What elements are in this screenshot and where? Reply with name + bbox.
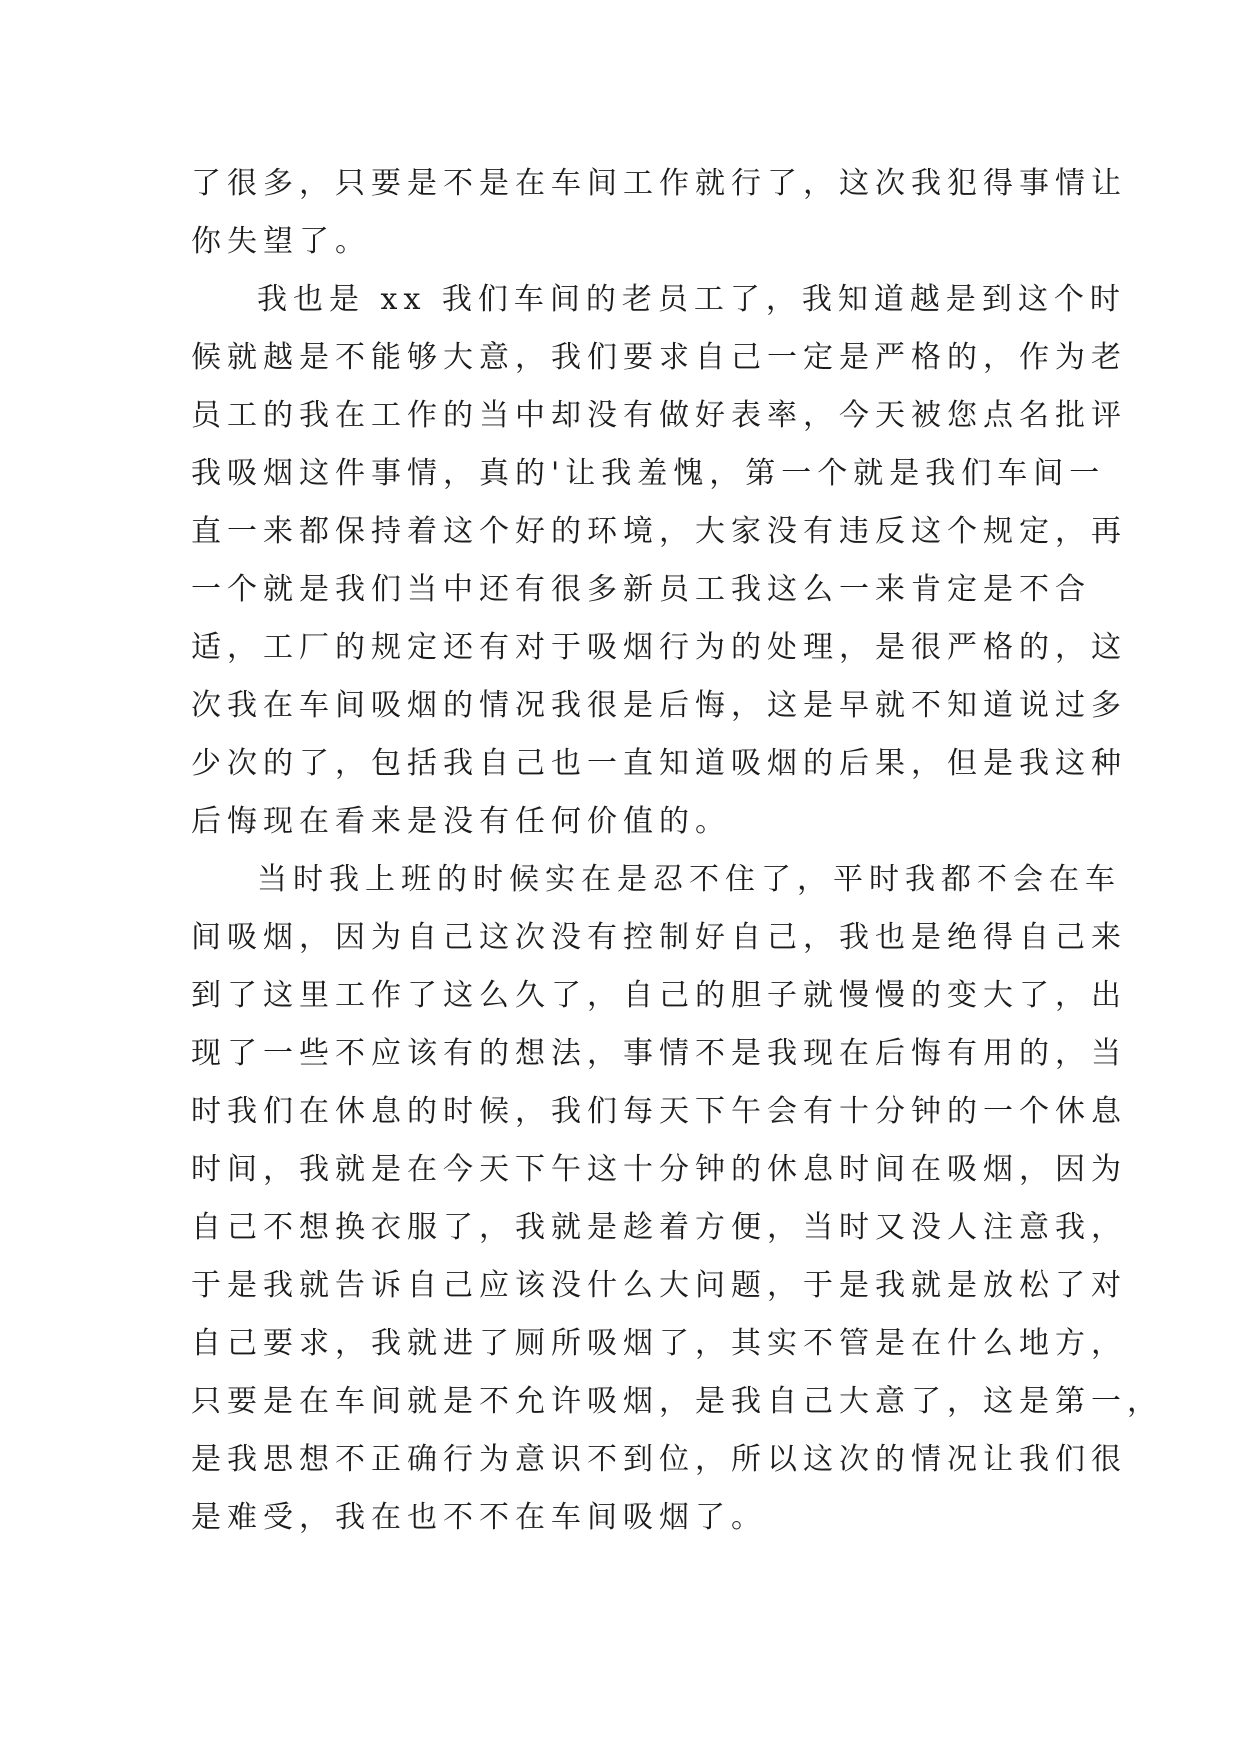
paragraph-3-line-11: 是我思想不正确行为意识不到位，所以这次的情况让我们很 bbox=[191, 1442, 1127, 1477]
paragraph-2-line-8: 次我在车间吸烟的情况我很是后悔，这是早就不知道说过多 bbox=[191, 688, 1127, 723]
paragraph-3-line-10: 只要是在车间就是不允许吸烟，是我自己大意了，这是第一， bbox=[191, 1384, 1163, 1419]
paragraph-1-line-2: 你失望了。 bbox=[191, 224, 371, 259]
document-body bbox=[191, 155, 1163, 1547]
paragraph-3-line-3: 到了这里工作了这么久了，自己的胆子就慢慢的变大了，出 bbox=[191, 978, 1127, 1013]
paragraph-3-line-2: 间吸烟，因为自己这次没有控制好自己，我也是绝得自己来 bbox=[191, 920, 1127, 955]
paragraph-3-line-5: 时我们在休息的时候，我们每天下午会有十分钟的一个休息 bbox=[191, 1094, 1127, 1129]
paragraph-3-line-6: 时间，我就是在今天下午这十分钟的休息时间在吸烟，因为 bbox=[191, 1152, 1127, 1187]
paragraph-2-line-5: 直一来都保持着这个好的环境，大家没有违反这个规定，再 bbox=[191, 514, 1127, 549]
paragraph-2-line-4: 我吸烟这件事情，真的'让我羞愧，第一个就是我们车间一 bbox=[191, 456, 1106, 491]
paragraph-3-line-7: 自己不想换衣服了，我就是趁着方便，当时又没人注意我， bbox=[191, 1210, 1127, 1245]
paragraph-3-line-4: 现了一些不应该有的想法，事情不是我现在后悔有用的，当 bbox=[191, 1036, 1127, 1071]
paragraph-2-line-6: 一个就是我们当中还有很多新员工我这么一来肯定是不合 bbox=[191, 572, 1091, 607]
paragraph-3-line-1: 当时我上班的时候实在是忍不住了，平时我都不会在车 bbox=[257, 862, 1121, 897]
paragraph-2-line-7: 适，工厂的规定还有对于吸烟行为的处理，是很严格的，这 bbox=[191, 630, 1127, 665]
paragraph-2-line-3: 员工的我在工作的当中却没有做好表率，今天被您点名批评 bbox=[191, 398, 1127, 433]
paragraph-2-line-10: 后悔现在看来是没有任何价值的。 bbox=[191, 804, 731, 839]
paragraph-3-line-9: 自己要求，我就进了厕所吸烟了，其实不管是在什么地方， bbox=[191, 1326, 1127, 1361]
paragraph-2-line-9: 少次的了，包括我自己也一直知道吸烟的后果，但是我这种 bbox=[191, 746, 1127, 781]
paragraph-3-line-12: 是难受，我在也不不在车间吸烟了。 bbox=[191, 1500, 767, 1535]
paragraph-2-line-2: 候就越是不能够大意，我们要求自己一定是严格的，作为老 bbox=[191, 340, 1127, 375]
paragraph-3-line-8: 于是我就告诉自己应该没什么大问题，于是我就是放松了对 bbox=[191, 1268, 1127, 1303]
paragraph-1-line-1: 了很多，只要是不是在车间工作就行了，这次我犯得事情让 bbox=[191, 166, 1127, 201]
paragraph-2-line-1: 我也是 xx 我们车间的老员工了，我知道越是到这个时 bbox=[257, 282, 1126, 317]
